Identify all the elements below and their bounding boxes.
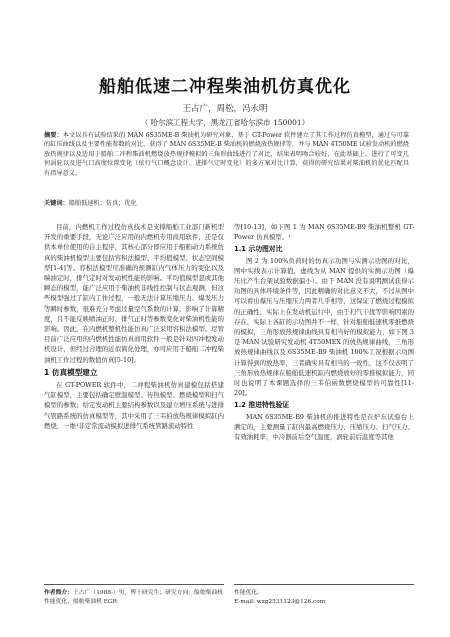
keywords-label: 关键词： <box>44 200 69 207</box>
abstract-block <box>44 131 409 178</box>
intro-paragraph: 目前，内燃机工作过程仿真技术是支撑船舶工业部门新机型开发的重要手段，无论广泛应用的内燃机专用商用软件，还是仅供本单位使用的自主程序，其核心部分即应用于船舶动力系统仿真的柴油机模型主要包括容积法模型、平均值模型、状态空间模型[1-4]等。容积法模型可准确的预测缸内气体压力的变化以及喘油定时，排气定时对发动机性能的影响。平均值模型忽或其他瞬态的模型，能广泛应用于柴油机非线性控制与状态观测，但这些模型强过了缸内工作过程，一般无法计算压缩压力、爆发压力等瞬时参数，很难充分考虑过量空气系数的计算，影响了计算精度，且不能反映喷油正时、排气正时等参数变化对柴油机性能的影响。因此，在内燃机整机性能仿真广泛采用容积法模型。尽管目前广泛应用的内燃机性能仿真商用软件一般是针对四冲程发动机设计，但经过合理的近似简化处理，亦可应用于船舶二冲程柴油机工作过程的数值仿真[5-10]。 <box>44 223 224 364</box>
author-footnote <box>44 589 224 607</box>
section-1-1-heading: 1.1 示功图对比 <box>234 245 283 254</box>
section-1-2-paragraph: MAN 6S35ME-B9 柴油机的推进特性是在炉东试验台上测定的，主要测量了缸内最高燃烧压力、压缩压力、扫气压力、有效油耗率，中冷器前后空气温度，涡轮前后温度等其他 <box>234 412 414 442</box>
section-1-heading: 1 仿真模型建立 <box>44 367 98 377</box>
section-1-2-heading: 1.2 推进特性验证 <box>234 401 290 410</box>
abstract-label: 摘要： <box>44 132 63 139</box>
author-email: E-mail: wzg2531123@126.com <box>234 599 326 605</box>
author-list: 王占广，周松，冯永明 <box>182 104 268 114</box>
footnote-label: 作者简介： <box>44 590 73 596</box>
footnote-text: 王占广（1988-）男，博士研究生；研究方向：船舶柴油机性能优化、船舶柴油机 EGR <box>44 590 224 605</box>
left-column <box>44 222 224 431</box>
section-1-1-paragraph: 图 2 为 100%负荷时的仿真示功图与实测示功图的对比，图中实线表示计算值，虚线为从 MAN 提供的实测示功图（爆压比产生台架试验数据偏小）。由于 MAN 没有说明测试获得示功图的具体环境条件等，因此精确的对比意义不大，不过从图中可以看出爆压与压缩压力两者几乎相等，这保证了燃烧过程模拟的正确性，实际上在发动机运行中，由于扫气干扰等影响因素的存在，实际上各缸的示功图并不一样，针对船舶低速机零推燃烧的模拟，三角形放热规律曲线具有相当好的模拟能力，如下图 3 是 MAN 试验研究发动机 4T50MEX 的放热规律曲线，三角形放热规律曲线以及 6S35ME-B9 柴油机 100%工况根据示功图计算得到的放热率，三者确实具有相当的一致性，这不仅表明了三角形放热规律在船舶低速机缸内燃烧放好的零推模拟能力，同时也说明了本课题选择的三韦伯函数燃烧模型的可靠性[11-20]。 <box>234 256 414 398</box>
keywords-block <box>44 198 409 207</box>
continued-paragraph: 等[10-13]，如下图 1 为 MAN 6S35ME-B9 柴油机整机 GT-Power 仿真模型。¹ <box>234 223 414 242</box>
affiliation: （ 哈尔滨工程大学，黑龙江省哈尔滨市 150001） <box>140 118 310 127</box>
keywords-text: 船舶低速机；仿真；优化 <box>68 200 137 207</box>
abstract-text: 本文以具有试验结果的 MAN 6S35ME-B 柴油机为研究对象，基于 GT-Power 软件建立了其工作过程仿真模型，通过与可靠的缸压曲线以及主要性能参数的对比，获得了 MAN 6S35ME-B 柴油机的燃烧放热规律等，并与 MAN 4T50ME 试验发动机的燃烧放热规律以及适用于船舶二冲程柴油机燃烧放热规律模拟的三角形曲线进行了对比，结果表明吻合较好，在此基础上，进行了可变几何涡轮以及进气口高度位置变化（依行气口概念设计、进排气定时变化）的多方案对比计算，获得的研究结果对柴油机的优化匹配具有指导意义。 <box>44 132 410 177</box>
footnote-rule-left <box>44 584 224 585</box>
footnote-continued-text: 性能优化。 <box>234 590 263 596</box>
paper-title: 船舶低速二冲程柴油机仿真优化 <box>99 77 351 97</box>
section-1-paragraph: 在 GT-POWER 软件中，二冲程柴油机仿真建模包括搭建气缸模型，主要包括确定壁温模型、传热模型、燃烧模型和扫气模型的参数；给定发动机主要结构参数以及建立增压系统与进排气管路系统的仿真模型等，其中采用了三韦伯放热规律模拟缸内燃烧，一维¹非定常流动模拟进排气系统管路流动特性 <box>44 381 224 430</box>
footnote-rule-right <box>234 584 414 585</box>
right-column <box>234 222 414 442</box>
author-footnote-continued <box>234 589 414 607</box>
